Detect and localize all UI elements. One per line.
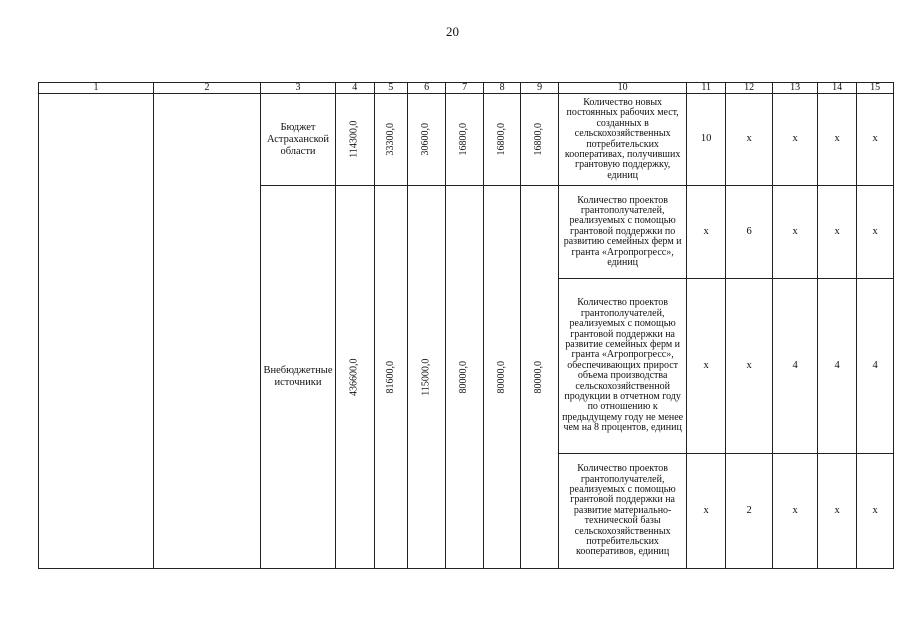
indicator-cell: Количество проектов грантополучателей, реализуемых с помощью грантовой поддержки на развитие семейных ферм и гранта «Агропрогресс», обеспечивающих прирост объема производства сельскохозяйственной продукции в отчетном году по отношению к предыдущему году не менее чем на 8 процентов, единиц xyxy=(559,279,687,454)
amount-cell: 80000,0 xyxy=(484,186,521,569)
value-cell: 4 xyxy=(773,279,818,454)
amount-cell: 114300,0 xyxy=(336,94,375,186)
amount-cell: 16800,0 xyxy=(484,94,521,186)
value-cell: 6 xyxy=(726,186,773,279)
col-header: 12 xyxy=(726,83,773,94)
page-number: 20 xyxy=(446,24,459,39)
col-header: 3 xyxy=(261,83,336,94)
col-header: 10 xyxy=(559,83,687,94)
value-cell: x xyxy=(857,94,894,186)
amount-cell: 436600,0 xyxy=(336,186,375,569)
value-cell: 4 xyxy=(818,279,857,454)
value-cell: x xyxy=(818,454,857,569)
value-cell: 2 xyxy=(726,454,773,569)
value-cell: x xyxy=(687,279,726,454)
value-cell: x xyxy=(773,454,818,569)
amount-cell: 16800,0 xyxy=(446,94,484,186)
value-cell: x xyxy=(857,186,894,279)
value-cell: x xyxy=(857,454,894,569)
col-header: 8 xyxy=(484,83,521,94)
value-cell: x xyxy=(726,94,773,186)
funding-source-cell: Внебюджетные источники xyxy=(261,186,336,569)
col-header: 13 xyxy=(773,83,818,94)
col-header: 2 xyxy=(154,83,261,94)
value-cell: x xyxy=(773,94,818,186)
value-cell: 4 xyxy=(857,279,894,454)
indicator-cell: Количество проектов грантополучателей, реализуемых с помощью грантовой поддержки на развитие материально-технической базы сельскохозяйственных потребительских кооперативов, единиц xyxy=(559,454,687,569)
value-cell: x xyxy=(687,186,726,279)
cell-col1 xyxy=(39,94,154,569)
program-table xyxy=(38,82,894,569)
value-cell: x xyxy=(726,279,773,454)
col-header: 1 xyxy=(39,83,154,94)
funding-source-cell: Бюджет Астраханской области xyxy=(261,94,336,186)
col-header: 14 xyxy=(818,83,857,94)
amount-cell: 16800,0 xyxy=(521,94,559,186)
amount-cell: 81600,0 xyxy=(374,186,408,569)
col-header: 5 xyxy=(374,83,408,94)
col-header: 7 xyxy=(446,83,484,94)
value-cell: x xyxy=(687,454,726,569)
indicator-cell: Количество новых постоянных рабочих мест, созданных в сельскохозяйственных потребительских кооперативах, получивших грантовую поддержку, единиц xyxy=(559,94,687,186)
header-row xyxy=(39,83,894,94)
col-header: 4 xyxy=(336,83,375,94)
value-cell: x xyxy=(818,186,857,279)
col-header: 9 xyxy=(521,83,559,94)
value-cell: x xyxy=(818,94,857,186)
amount-cell: 30600,0 xyxy=(408,94,446,186)
amount-cell: 80000,0 xyxy=(446,186,484,569)
value-cell: x xyxy=(773,186,818,279)
col-header: 11 xyxy=(687,83,726,94)
col-header: 6 xyxy=(408,83,446,94)
col-header: 15 xyxy=(857,83,894,94)
amount-cell: 80000,0 xyxy=(521,186,559,569)
table-row xyxy=(39,94,894,186)
cell-col2 xyxy=(154,94,261,569)
indicator-cell: Количество проектов грантополучателей, реализуемых с помощью грантовой поддержки по развитию семейных ферм и гранта «Агропрогресс», единиц xyxy=(559,186,687,279)
value-cell: 10 xyxy=(687,94,726,186)
amount-cell: 115000,0 xyxy=(408,186,446,569)
amount-cell: 33300,0 xyxy=(374,94,408,186)
